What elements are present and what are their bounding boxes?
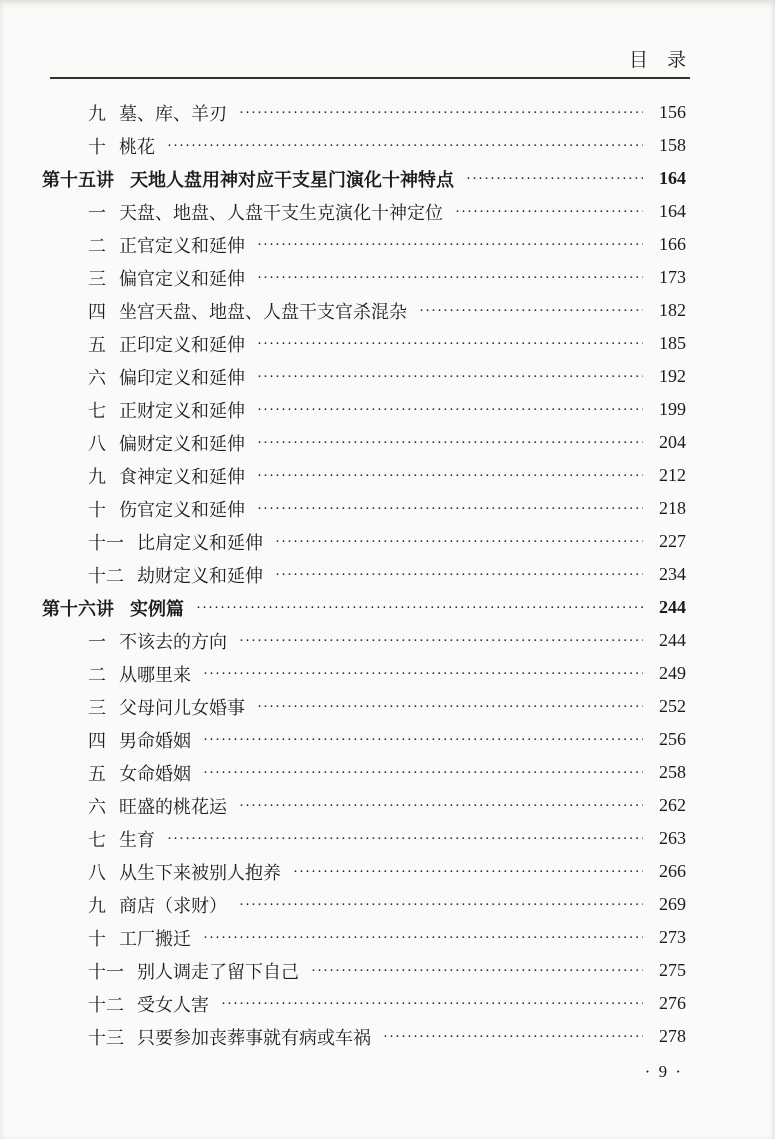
toc-entry-number: 八 bbox=[88, 433, 106, 454]
toc-leader-dots bbox=[275, 567, 643, 584]
toc-entry-number: 四 bbox=[88, 730, 106, 751]
toc-entry-page: 262 bbox=[659, 795, 686, 815]
toc-entry-number: 九 bbox=[88, 895, 106, 916]
toc-leader-dots bbox=[203, 666, 643, 683]
toc-entry-title: 生育 bbox=[119, 829, 155, 850]
toc-leader-dots bbox=[239, 105, 643, 122]
toc-chapter-row bbox=[42, 162, 686, 195]
toc-entry-number: 十 bbox=[88, 499, 106, 520]
toc-entry-number: 第十六讲 bbox=[42, 598, 114, 619]
toc-item-row bbox=[42, 921, 686, 954]
toc-entry-title: 工厂搬迁 bbox=[119, 928, 191, 949]
toc-entry-title: 桃花 bbox=[119, 136, 155, 157]
toc-entry-title: 正财定义和延伸 bbox=[119, 400, 245, 421]
toc-item-row bbox=[42, 261, 686, 294]
toc-entry-title: 男命婚姻 bbox=[119, 730, 191, 751]
toc-item-row bbox=[42, 888, 686, 921]
toc-item-row bbox=[42, 624, 686, 657]
toc-leader-dots bbox=[257, 435, 643, 452]
toc-entry-page: 269 bbox=[659, 894, 686, 914]
toc-entry-title: 只要参加丧葬事就有病或车祸 bbox=[137, 1027, 371, 1048]
toc-item-row bbox=[42, 492, 686, 525]
toc-entry-number: 一 bbox=[88, 631, 106, 652]
toc-entry-page: 275 bbox=[659, 960, 686, 980]
toc-entry-number: 十三 bbox=[88, 1027, 124, 1048]
toc-item-row bbox=[42, 129, 686, 162]
toc-leader-dots bbox=[293, 864, 643, 881]
toc-entry-title: 天盘、地盘、人盘干支生克演化十神定位 bbox=[119, 202, 443, 223]
toc-entry-number: 六 bbox=[88, 796, 106, 817]
toc-entry-number: 九 bbox=[88, 466, 106, 487]
toc-item-row bbox=[42, 525, 686, 558]
toc-chapter-row bbox=[42, 591, 686, 624]
toc-item-row bbox=[42, 96, 686, 129]
toc-leader-dots bbox=[419, 303, 643, 320]
toc-leader-dots bbox=[221, 996, 643, 1013]
toc-entry-page: 234 bbox=[659, 564, 686, 584]
toc-entry-number: 十一 bbox=[88, 532, 124, 553]
toc-entry-page: 192 bbox=[659, 366, 686, 386]
toc-entry-title: 伤官定义和延伸 bbox=[119, 499, 245, 520]
toc-entry-page: 182 bbox=[659, 300, 686, 320]
toc-entry-page: 273 bbox=[659, 927, 686, 947]
toc-entry-page: 256 bbox=[659, 729, 686, 749]
toc-entry-page: 185 bbox=[659, 333, 686, 353]
toc-list bbox=[42, 96, 686, 1053]
toc-entry-number: 一 bbox=[88, 202, 106, 223]
toc-entry-number: 十二 bbox=[88, 994, 124, 1015]
toc-entry-title: 天地人盘用神对应干支星门演化十神特点 bbox=[130, 169, 454, 190]
toc-leader-dots bbox=[257, 336, 643, 353]
toc-item-row bbox=[42, 657, 686, 690]
toc-leader-dots bbox=[275, 534, 643, 551]
toc-entry-title: 商店（求财） bbox=[119, 895, 227, 916]
toc-entry-title: 从生下来被别人抱养 bbox=[119, 862, 281, 883]
page-title: 目 录 bbox=[628, 50, 686, 71]
toc-item-row bbox=[42, 294, 686, 327]
toc-entry-page: 278 bbox=[659, 1026, 686, 1046]
toc-item-row bbox=[42, 327, 686, 360]
toc-entry-title: 食神定义和延伸 bbox=[119, 466, 245, 487]
toc-entry-title: 从哪里来 bbox=[119, 664, 191, 685]
toc-entry-title: 偏印定义和延伸 bbox=[119, 367, 245, 388]
toc-entry-title: 坐宫天盘、地盘、人盘干支官杀混杂 bbox=[119, 301, 407, 322]
toc-item-row bbox=[42, 426, 686, 459]
toc-entry-title: 正官定义和延伸 bbox=[119, 235, 245, 256]
toc-leader-dots bbox=[257, 237, 643, 254]
toc-entry-title: 不该去的方向 bbox=[119, 631, 227, 652]
toc-entry-title: 偏财定义和延伸 bbox=[119, 433, 245, 454]
toc-item-row bbox=[42, 756, 686, 789]
toc-entry-page: 249 bbox=[659, 663, 686, 683]
toc-entry-number: 三 bbox=[88, 697, 106, 718]
toc-entry-number: 十 bbox=[88, 928, 106, 949]
toc-leader-dots bbox=[257, 501, 643, 518]
toc-entry-number: 十 bbox=[88, 136, 106, 157]
toc-entry-page: 204 bbox=[659, 432, 686, 452]
toc-leader-dots bbox=[311, 963, 643, 980]
toc-entry-number: 五 bbox=[88, 763, 106, 784]
toc-leader-dots bbox=[466, 171, 643, 188]
toc-entry-page: 173 bbox=[659, 267, 686, 287]
toc-entry-number: 三 bbox=[88, 268, 106, 289]
toc-entry-title: 旺盛的桃花运 bbox=[119, 796, 227, 817]
toc-entry-title: 受女人害 bbox=[137, 994, 209, 1015]
footer-page-number: · 9 · bbox=[644, 1062, 683, 1081]
toc-entry-number: 十一 bbox=[88, 961, 124, 982]
toc-leader-dots bbox=[239, 633, 643, 650]
toc-item-row bbox=[42, 690, 686, 723]
toc-entry-number: 五 bbox=[88, 334, 106, 355]
toc-entry-number: 第十五讲 bbox=[42, 169, 114, 190]
toc-entry-page: 244 bbox=[659, 597, 686, 617]
toc-entry-page: 199 bbox=[659, 399, 686, 419]
toc-entry-number: 七 bbox=[88, 400, 106, 421]
toc-entry-page: 166 bbox=[659, 234, 686, 254]
toc-entry-page: 164 bbox=[659, 201, 686, 221]
header-rule bbox=[50, 77, 690, 79]
toc-leader-dots bbox=[196, 600, 643, 617]
toc-entry-title: 别人调走了留下自己 bbox=[137, 961, 299, 982]
toc-item-row bbox=[42, 855, 686, 888]
toc-leader-dots bbox=[257, 699, 643, 716]
toc-entry-title: 劫财定义和延伸 bbox=[137, 565, 263, 586]
toc-item-row bbox=[42, 558, 686, 591]
toc-item-row bbox=[42, 393, 686, 426]
toc-item-row bbox=[42, 195, 686, 228]
toc-entry-title: 比肩定义和延伸 bbox=[137, 532, 263, 553]
toc-entry-page: 212 bbox=[659, 465, 686, 485]
toc-entry-page: 258 bbox=[659, 762, 686, 782]
toc-entry-title: 正印定义和延伸 bbox=[119, 334, 245, 355]
toc-item-row bbox=[42, 723, 686, 756]
toc-leader-dots bbox=[167, 831, 643, 848]
toc-item-row bbox=[42, 789, 686, 822]
toc-item-row bbox=[42, 459, 686, 492]
toc-entry-page: 158 bbox=[659, 135, 686, 155]
toc-entry-number: 四 bbox=[88, 301, 106, 322]
toc-leader-dots bbox=[257, 369, 643, 386]
toc-entry-page: 164 bbox=[659, 168, 686, 188]
toc-entry-title: 墓、库、羊刃 bbox=[119, 103, 227, 124]
toc-item-row bbox=[42, 360, 686, 393]
toc-leader-dots bbox=[455, 204, 643, 221]
toc-item-row bbox=[42, 228, 686, 261]
toc-entry-page: 227 bbox=[659, 531, 686, 551]
toc-entry-page: 244 bbox=[659, 630, 686, 650]
toc-leader-dots bbox=[167, 138, 643, 155]
toc-entry-number: 二 bbox=[88, 664, 106, 685]
toc-leader-dots bbox=[257, 270, 643, 287]
toc-item-row bbox=[42, 954, 686, 987]
toc-leader-dots bbox=[203, 765, 643, 782]
toc-entry-number: 二 bbox=[88, 235, 106, 256]
toc-entry-number: 十二 bbox=[88, 565, 124, 586]
toc-entry-page: 218 bbox=[659, 498, 686, 518]
toc-entry-title: 实例篇 bbox=[130, 598, 184, 619]
toc-leader-dots bbox=[257, 468, 643, 485]
toc-entry-page: 252 bbox=[659, 696, 686, 716]
toc-entry-title: 父母问儿女婚事 bbox=[119, 697, 245, 718]
toc-entry-page: 276 bbox=[659, 993, 686, 1013]
toc-item-row bbox=[42, 822, 686, 855]
toc-leader-dots bbox=[203, 732, 643, 749]
toc-entry-title: 女命婚姻 bbox=[119, 763, 191, 784]
toc-entry-page: 263 bbox=[659, 828, 686, 848]
toc-leader-dots bbox=[239, 798, 643, 815]
toc-entry-number: 九 bbox=[88, 103, 106, 124]
toc-item-row bbox=[42, 987, 686, 1020]
toc-leader-dots bbox=[239, 897, 643, 914]
toc-entry-page: 266 bbox=[659, 861, 686, 881]
toc-leader-dots bbox=[383, 1029, 643, 1046]
toc-item-row bbox=[42, 1020, 686, 1053]
toc-entry-page: 156 bbox=[659, 102, 686, 122]
toc-entry-number: 七 bbox=[88, 829, 106, 850]
toc-leader-dots bbox=[203, 930, 643, 947]
toc-entry-number: 八 bbox=[88, 862, 106, 883]
toc-entry-number: 六 bbox=[88, 367, 106, 388]
toc-entry-title: 偏官定义和延伸 bbox=[119, 268, 245, 289]
toc-leader-dots bbox=[257, 402, 643, 419]
